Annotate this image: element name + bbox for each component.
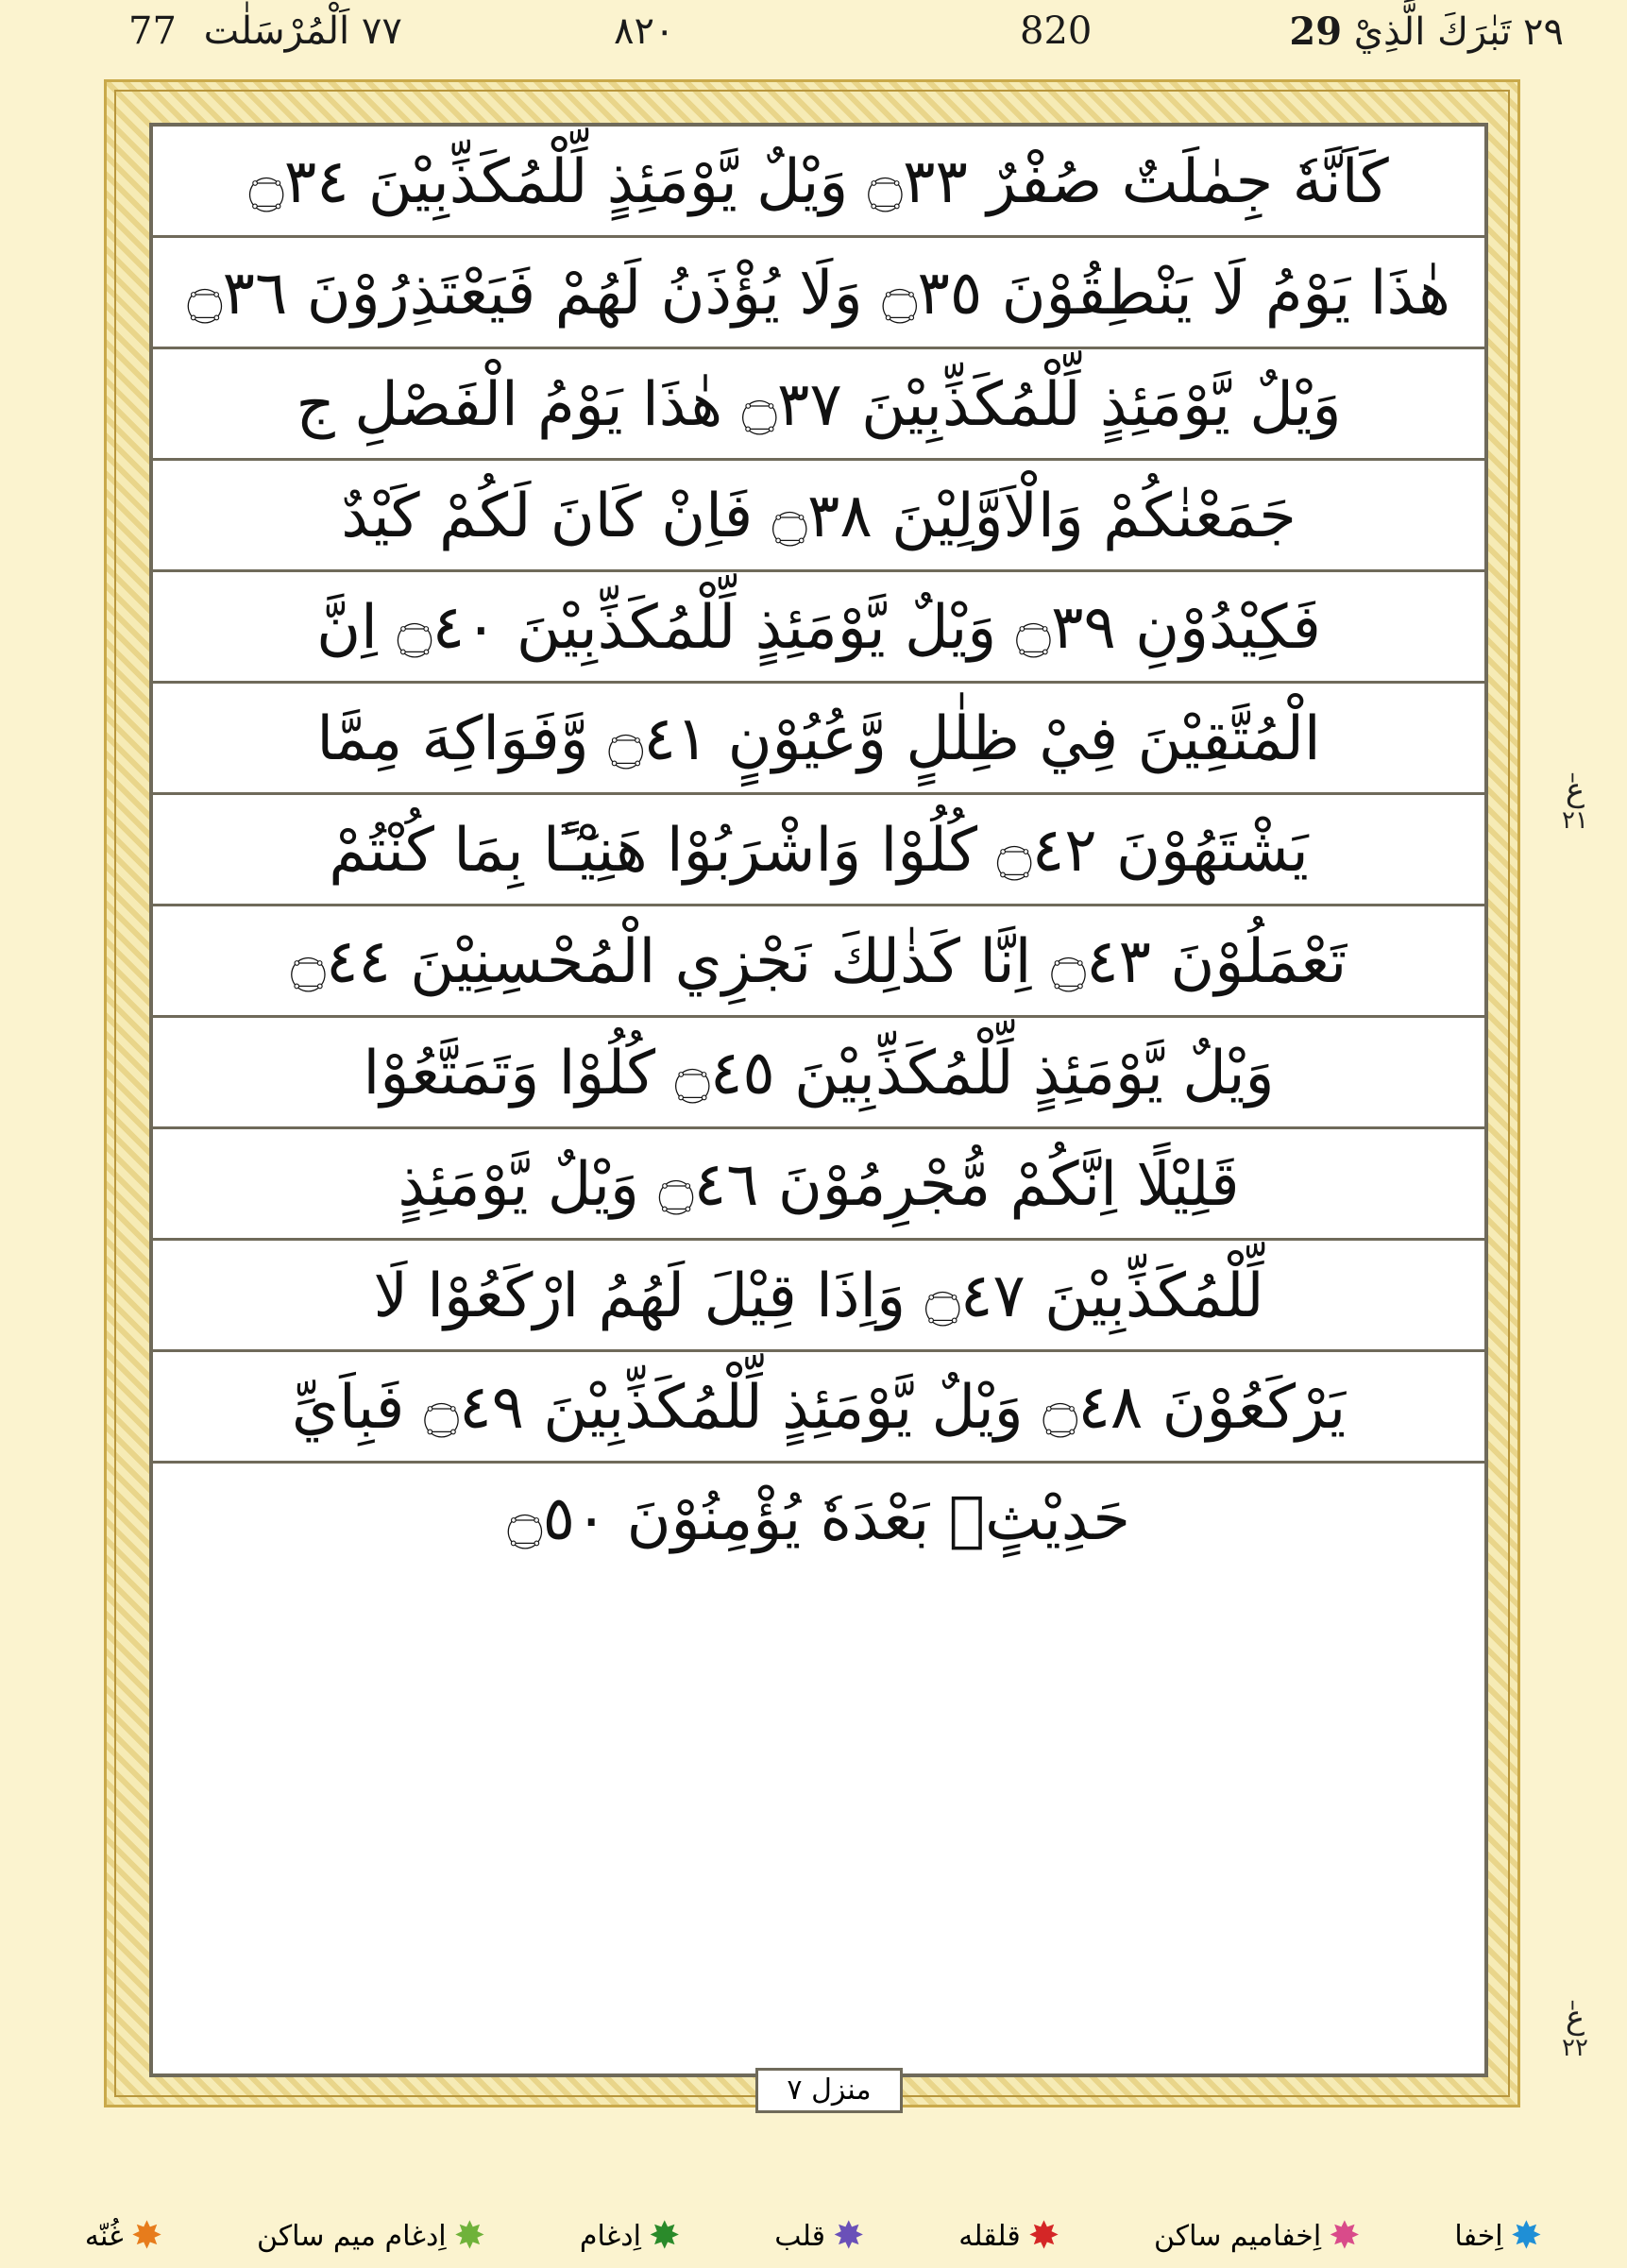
page-number-arabic: ٨٢٠ [614, 9, 675, 53]
text-line: حَدِيْثٍۢ بَعْدَهٗ يُؤْمِنُوْنَ ۝٥٠ [507, 1484, 1130, 1554]
legend-item [1153, 2214, 1361, 2258]
star-icon: ✸ [1027, 2214, 1060, 2258]
legend-item [958, 2214, 1060, 2258]
tajweed-legend [0, 2208, 1627, 2264]
juz-number: 29 [1289, 9, 1343, 54]
surah-name: اَلْمُرْسَلٰت [203, 9, 350, 53]
legend-item [579, 2214, 681, 2258]
text-line: لِّلْمُكَذِّبِيْنَ ۝٤٧ وَاِذَا قِيْلَ لَهُمُ ارْكَعُوْا لَا [153, 1241, 1484, 1352]
legend-label: اِخفا [1454, 2219, 1503, 2253]
text-line: وَيْلٌ يَّوْمَئِذٍ لِّلْمُكَذِّبِيْنَ ۝٣٧ هٰذَا يَوْمُ الْفَصْلِ ج [153, 349, 1484, 461]
legend-item [774, 2214, 865, 2258]
text-line: وَيْلٌ يَّوْمَئِذٍ لِّلْمُكَذِّبِيْنَ ۝٤٥ كُلُوْا وَتَمَتَّعُوْا [153, 1018, 1484, 1129]
legend-item [84, 2214, 163, 2258]
text-line: يَشْتَهُوْنَ ۝٤٢ كُلُوْا وَاشْرَبُوْا هَنِيْٓـًٔا بِمَا كُنْتُمْ [153, 795, 1484, 906]
manzil-label: منزل ٧ [755, 2068, 903, 2113]
star-icon: ✸ [1510, 2214, 1543, 2258]
star-icon: ✸ [130, 2214, 163, 2258]
star-icon: ✸ [649, 2214, 681, 2258]
text-line: فَكِيْدُوْنِ ۝٣٩ وَيْلٌ يَّوْمَئِذٍ لِّلْمُكَذِّبِيْنَ ۝٤٠ اِنَّ [153, 572, 1484, 684]
legend-label: اِدغام میم ساکن [256, 2219, 447, 2253]
ruku-label: عٰ [1565, 1999, 1585, 2037]
legend-label: اِخفامیم ساکن [1153, 2219, 1322, 2253]
surah-number: 77 [128, 9, 177, 53]
text-line: يَرْكَعُوْنَ ۝٤٨ وَيْلٌ يَّوْمَئِذٍ لِّلْمُكَذِّبِيْنَ ۝٤٩ فَبِاَيِّ [153, 1352, 1484, 1464]
star-icon: ✸ [832, 2214, 865, 2258]
legend-item [256, 2214, 486, 2258]
text-line: كَاَنَّهٗ جِمٰلَتٌ صُفْرٌ ۝٣٣ وَيْلٌ يَّوْمَئِذٍ لِّلْمُكَذِّبِيْنَ ۝٣٤ [153, 127, 1484, 238]
legend-label: غُنّه [84, 2219, 124, 2253]
juz-title: تَبٰرَكَ الَّذِيْ [1353, 10, 1512, 54]
star-icon: ✸ [453, 2214, 486, 2258]
ruku-label: عٰ [1565, 771, 1585, 809]
ruku-marker [1549, 771, 1602, 835]
page-header [0, 0, 1627, 76]
legend-label: اِدغام [579, 2219, 641, 2253]
surah-header [113, 9, 402, 53]
ruku-count: ٢١ [1562, 805, 1588, 835]
juz-number-arabic: ٢٩ [1523, 10, 1564, 54]
page-number: 820 [1020, 9, 1093, 53]
text-line: هٰذَا يَوْمُ لَا يَنْطِقُوْنَ ۝٣٥ وَلَا يُؤْذَنُ لَهُمْ فَيَعْتَذِرُوْنَ ۝٣٦ [153, 238, 1484, 349]
legend-label: قلقله [958, 2219, 1021, 2253]
text-line: جَمَعْنٰكُمْ وَالْاَوَّلِيْنَ ۝٣٨ فَاِنْ كَانَ لَكُمْ كَيْدٌ [153, 461, 1484, 572]
surah-number-arabic: ٧٧ [361, 9, 402, 53]
legend-label: قلب [774, 2219, 825, 2253]
text-line: قَلِيْلًا اِنَّكُمْ مُّجْرِمُوْنَ ۝٤٦ وَيْلٌ يَّوْمَئِذٍ [153, 1129, 1484, 1241]
ruku-marker [1549, 1999, 1602, 2062]
juz-header [1272, 9, 1585, 54]
star-icon: ✸ [1329, 2214, 1361, 2258]
quran-text-page [149, 123, 1488, 2077]
text-line: تَعْمَلُوْنَ ۝٤٣ اِنَّا كَذٰلِكَ نَجْزِي الْمُحْسِنِيْنَ ۝٤٤ [153, 906, 1484, 1018]
ruku-count: ٢٢ [1562, 2033, 1588, 2062]
legend-item [1454, 2214, 1543, 2258]
text-line: الْمُتَّقِيْنَ فِيْ ظِلٰلٍ وَّعُيُوْنٍ ۝٤١ وَّفَوَاكِهَ مِمَّا [153, 684, 1484, 795]
